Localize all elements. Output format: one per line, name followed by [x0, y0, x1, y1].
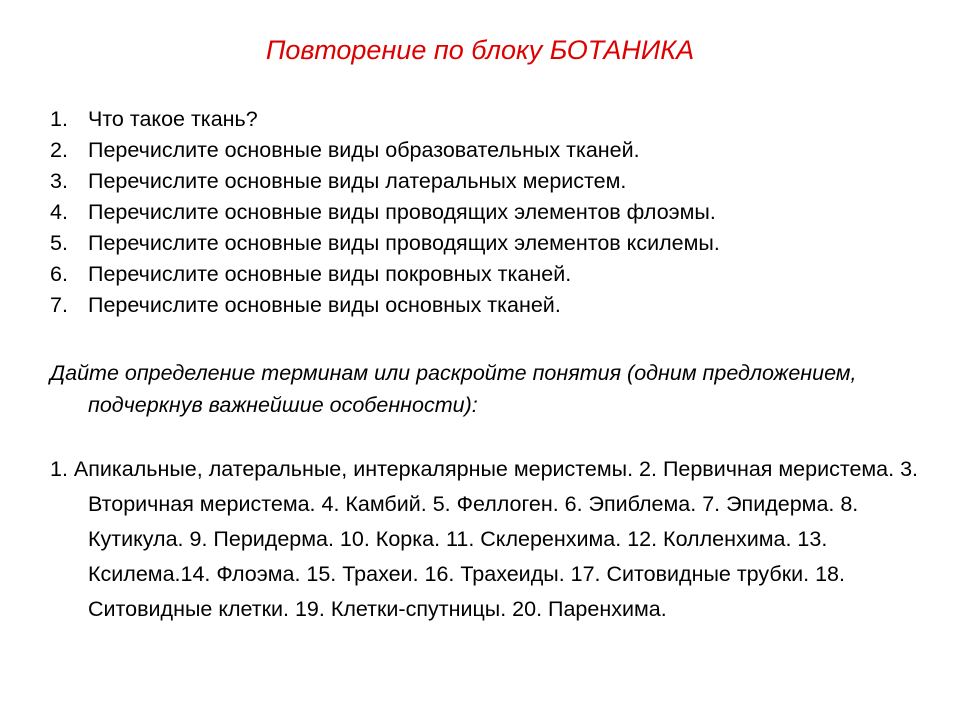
question-item — [50, 290, 930, 321]
question-text: Перечислите основные виды образовательных тканей. — [88, 138, 640, 162]
question-text: Перечислите основные виды основных тканей. — [88, 293, 561, 317]
question-text: Что такое ткань? — [88, 107, 258, 131]
question-item — [50, 104, 930, 135]
terms-paragraph: 1. Апикальные, латеральные, интеркалярные меристемы. 2. Первичная меристема. 3. Вторичная меристема. 4. Камбий. 5. Феллоген. 6. Эпиблема. 7. Эпидерма. 8. Кутикула. 9. Перидерма. 10. Корка. 11. Склеренхима. 12. Колленхима. 13. Ксилема.14. Флоэма. 15. Трахеи. 16. Трахеиды. 17. Ситовидные трубки. 18. Ситовидные клетки. 19. Клетки-спутницы. 20. Паренхима. — [50, 457, 919, 621]
question-text: Перечислите основные виды покровных тканей. — [88, 262, 572, 286]
question-text: Перечислите основные виды латеральных меристем. — [88, 169, 627, 193]
question-text: Перечислите основные виды проводящих элементов флоэмы. — [88, 200, 716, 224]
question-number: 4. — [50, 200, 68, 224]
question-item — [50, 135, 930, 166]
question-number: 5. — [50, 231, 68, 255]
question-number: 2. — [50, 138, 68, 162]
question-number: 3. — [50, 169, 68, 193]
question-item — [50, 197, 930, 228]
slide-title: Повторение по блоку БОТАНИКА — [265, 35, 695, 65]
instruction-text: Дайте определение терминам или раскройте понятия (одним предложением, подчеркнув важнейшие особенности): — [50, 361, 857, 417]
question-text: Перечислите основные виды проводящих элементов ксилемы. — [88, 231, 720, 255]
question-list — [50, 104, 930, 321]
question-number: 6. — [50, 262, 68, 286]
question-number: 7. — [50, 293, 68, 317]
question-item — [50, 228, 930, 259]
question-item — [50, 259, 930, 290]
question-item — [50, 166, 930, 197]
question-number: 1. — [50, 107, 68, 131]
